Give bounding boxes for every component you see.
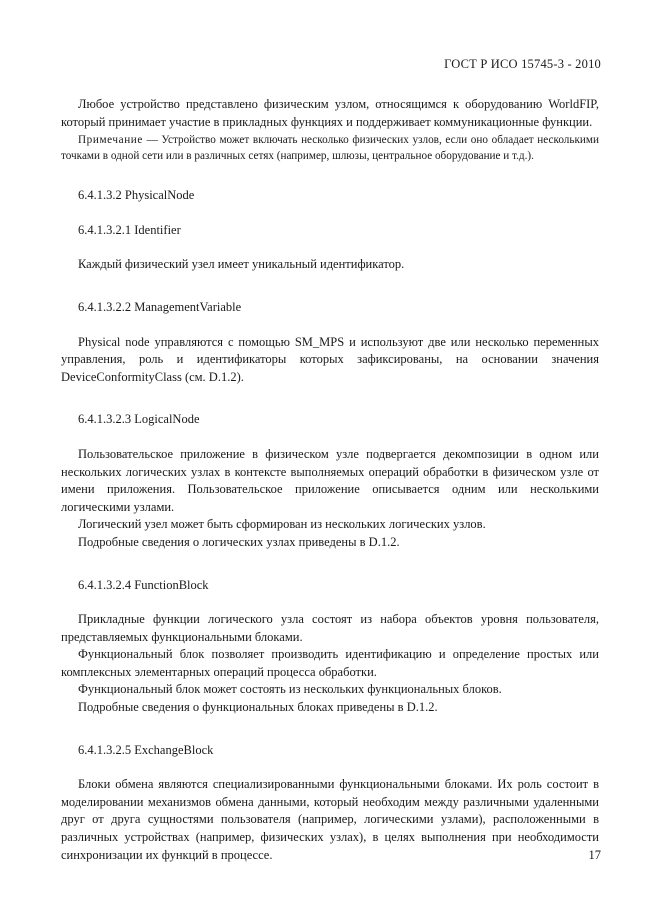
paragraph-identifier: Каждый физический узел имеет уникальный идентификатор. (78, 257, 405, 272)
section-heading-managementvariable: 6.4.1.3.2.2 ManagementVariable (78, 299, 242, 314)
section-heading-exchangeblock: 6.4.1.3.2.5 ExchangeBlock (78, 742, 214, 757)
paragraph-managementvariable: Physical node управляются с помощью SM_MPS и используют две или несколько переменных управления, роль и идентификаторы которых зафиксированы, на основании значения DeviceConformityClass (см. D.1.2). (61, 334, 599, 384)
note-text: — Устройство может включать несколько физических узлов, если оно обладает несколькими точками в одной сети или в различных сетях (например, шлюзы, центральное оборудование и т.д.). (61, 134, 599, 163)
paragraph-functionblock-3: Функциональный блок может состоять из нескольких функциональных блоков. (78, 682, 502, 697)
paragraph-logicalnode-2: Логический узел может быть сформирован из нескольких логических узлов. (78, 517, 486, 532)
standard-header: ГОСТ Р ИСО 15745-3 - 2010 (444, 57, 601, 71)
section-heading-identifier: 6.4.1.3.2.1 Identifier (78, 222, 181, 237)
section-heading-physicalnode: 6.4.1.3.2 PhysicalNode (78, 188, 195, 203)
paragraph-intro: Любое устройство представлено физическим узлом, относящимся к оборудованию WorldFIP, который принимает участие в прикладных функциях и поддерживает коммуникационные функции. (61, 97, 599, 129)
document-body (61, 96, 599, 864)
note-label: Примечание (78, 134, 143, 147)
page-number: 17 (588, 848, 601, 862)
paragraph-logicalnode-3: Подробные сведения о логических узлах приведены в D.1.2. (78, 534, 400, 549)
section-heading-functionblock: 6.4.1.3.2.4 FunctionBlock (78, 577, 209, 592)
paragraph-functionblock-4: Подробные сведения о функциональных блоках приведены в D.1.2. (78, 700, 438, 715)
section-heading-logicalnode: 6.4.1.3.2.3 LogicalNode (78, 412, 200, 427)
paragraph-exchangeblock: Блоки обмена являются специализированными функциональными блоками. Их роль состоит в моделировании механизмов обмена данными, который необходим между различными удаленными друг от друга сущностями пользователя (например, логическими узлами), расположенными в различных устройствах (например, физических узлах), в целях выполнения при необходимости синхронизации их функций в процессе. (61, 777, 599, 862)
paragraph-logicalnode-1: Пользовательское приложение в физическом узле подвергается декомпозиции в одном или нескольких логических узлах в контексте выполняемых операций обработки в физическом узле от имени приложения. Пользовательское приложение описывается одним или несколькими логическими узлами. (61, 446, 599, 514)
paragraph-functionblock-1: Прикладные функции логического узла состоят из набора объектов уровня пользователя, представляемых функциональными блоками. (61, 612, 599, 644)
note (61, 132, 599, 164)
paragraph-functionblock-2: Функциональный блок позволяет производить идентификацию и определение простых или комплексных элементарных операций процесса обработки. (61, 647, 599, 679)
